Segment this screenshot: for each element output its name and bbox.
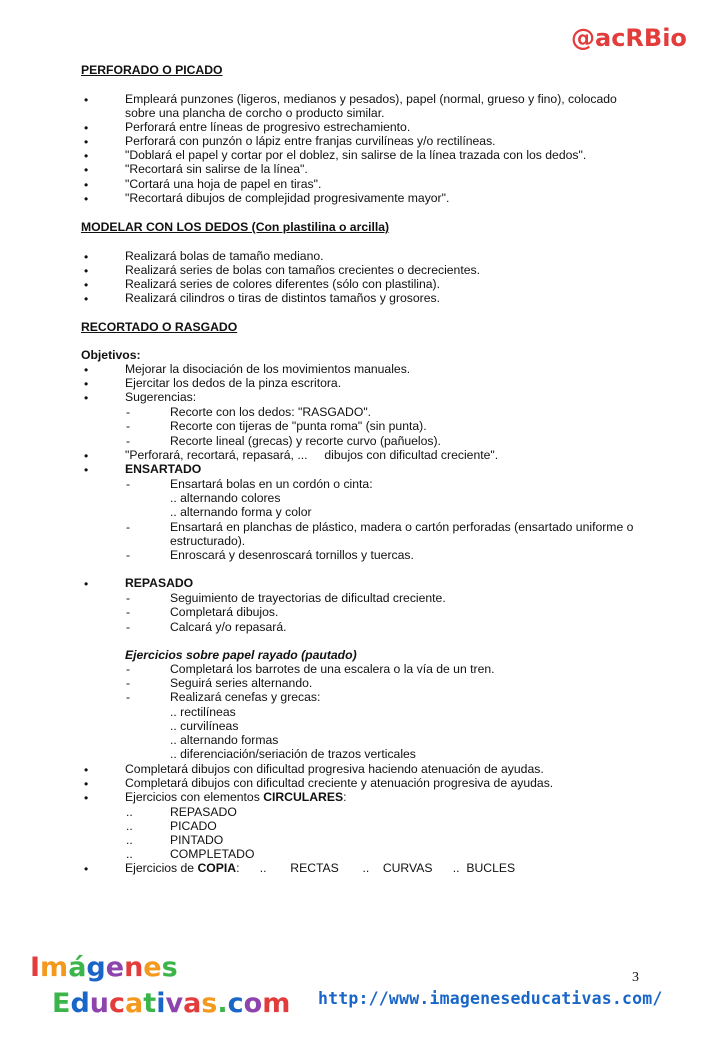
dash: - (126, 434, 131, 448)
list-item: REPASADO (170, 805, 237, 819)
bullet: • (84, 93, 89, 107)
list-item: .. alternando formas (170, 733, 279, 747)
circulares-bold: CIRCULARES (263, 790, 344, 804)
list-item: Completará dibujos con dificultad creciente y atenuación progresiva de ayudas. (125, 776, 554, 790)
dotdot: .. (126, 833, 133, 847)
bullet: • (84, 264, 89, 278)
list-item: Recorte con los dedos: "RASGADO". (170, 405, 372, 419)
dotdot: .. (126, 847, 133, 861)
dash: - (126, 662, 131, 676)
dash: - (126, 419, 131, 433)
footer-url[interactable]: http://www.imageneseducativas.com/ (318, 989, 663, 1008)
list-item: .. diferenciación/seriación de trazos verticales (170, 747, 416, 761)
list-item: Ejercitar los dedos de la pinza escritora. (125, 376, 342, 390)
list-item: PINTADO (170, 833, 224, 847)
list-item: .. rectilíneas (170, 705, 236, 719)
section-title-ensartado: ENSARTADO (125, 462, 202, 476)
list-item: Sugerencias: (125, 390, 197, 404)
dash: - (126, 548, 131, 562)
bullet: • (84, 292, 89, 306)
list-item: Mejorar la disociación de los movimientos manuales. (125, 362, 411, 376)
section-title-recortado: RECORTADO O RASGADO (81, 320, 238, 334)
dash: - (126, 676, 131, 690)
copia-suffix: : .. RECTAS .. CURVAS .. BUCLES (236, 861, 516, 875)
bullet: • (84, 391, 89, 405)
list-item: "Doblará el papel y cortar por el doblez, sin salirse de la línea trazada con los dedos". (125, 148, 587, 162)
ejercicios-title: Ejercicios sobre papel rayado (pautado) (125, 648, 357, 662)
copia-bold: COPIA (197, 861, 237, 875)
list-item: .. alternando forma y color (170, 505, 312, 519)
footer-logo-line1: Imágenes (30, 952, 178, 983)
dash: - (126, 591, 131, 605)
list-item: Realizará cilindros o tiras de distintos tamaños y grosores. (125, 291, 440, 305)
footer-logo-line2: Educativas.com (52, 988, 291, 1019)
bullet: • (84, 278, 89, 292)
bullet: • (84, 577, 89, 591)
list-item: Enroscará y desenroscará tornillos y tuercas. (170, 548, 414, 562)
list-item: .. alternando colores (170, 491, 281, 505)
list-item: PICADO (170, 819, 217, 833)
bullet: • (84, 363, 89, 377)
bullet: • (84, 791, 89, 805)
dotdot: .. (126, 819, 133, 833)
list-item: COMPLETADO (170, 847, 255, 861)
list-item: "Cortará una hoja de papel en tiras". (125, 177, 322, 191)
section-title-perforado: PERFORADO O PICADO (81, 63, 223, 77)
list-item: "Recortará dibujos de complejidad progresivamente mayor". (125, 191, 450, 205)
list-item: Calcará y/o repasará. (170, 620, 287, 634)
dash: - (126, 405, 131, 419)
bullet: • (84, 149, 89, 163)
bullet: • (84, 777, 89, 791)
circulares-prefix: Ejercicios con elementos (125, 790, 264, 804)
list-item: Seguirá series alternando. (170, 676, 313, 690)
copia-line (125, 861, 515, 875)
list-item: Recorte con tijeras de "punta roma" (sin punta). (170, 419, 427, 433)
objetivos-label: Objetivos: (81, 348, 141, 362)
bullet: • (84, 192, 89, 206)
list-item: Empleará punzones (ligeros, medianos y pesados), papel (normal, grueso y fino), colocado (125, 92, 617, 106)
list-item: Realizará series de colores diferentes (sólo con plastilina). (125, 277, 440, 291)
bullet: • (84, 862, 89, 876)
list-item: "Perforará, recortará, repasará, ... dibujos con dificultad creciente". (125, 448, 499, 462)
list-item: estructurado). (170, 534, 246, 548)
list-item: Realizará bolas de tamaño mediano. (125, 249, 324, 263)
list-item: sobre una plancha de corcho o producto similar. (125, 106, 385, 120)
dash: - (126, 477, 131, 491)
section-title-repasado: REPASADO (125, 576, 194, 590)
list-item: Completará dibujos con dificultad progresiva haciendo atenuación de ayudas. (125, 762, 544, 776)
list-item: Realizará series de bolas con tamaños crecientes o decrecientes. (125, 263, 480, 277)
dash: - (126, 520, 131, 534)
dash: - (126, 605, 131, 619)
circulares-line (125, 790, 346, 804)
section-title-modelar: MODELAR CON LOS DEDOS (Con plastilina o arcilla) (81, 220, 390, 234)
bullet: • (84, 121, 89, 135)
list-item: Realizará cenefas y grecas: (170, 690, 321, 704)
bullet: • (84, 377, 89, 391)
bullet: • (84, 135, 89, 149)
bullet: • (84, 163, 89, 177)
copia-prefix: Ejercicios de (125, 861, 198, 875)
dash: - (126, 690, 131, 704)
list-item: Completará dibujos. (170, 605, 279, 619)
dash: - (126, 620, 131, 634)
bullet: • (84, 449, 89, 463)
page-number: 3 (632, 970, 639, 985)
bullet: • (84, 763, 89, 777)
list-item: Ensartará bolas en un cordón o cinta: (170, 477, 373, 491)
list-item: Recorte lineal (grecas) y recorte curvo (pañuelos). (170, 434, 441, 448)
list-item: Perforará con punzón o lápiz entre franjas curvilíneas y/o rectilíneas. (125, 134, 496, 148)
list-item: Ensartará en planchas de plástico, madera o cartón perforadas (ensartado uniforme o (170, 520, 634, 534)
list-item: Completará los barrotes de una escalera o la vía de un tren. (170, 662, 495, 676)
bullet: • (84, 178, 89, 192)
header-logo: @acRBio (571, 24, 687, 52)
list-item: .. curvilíneas (170, 719, 239, 733)
dotdot: .. (126, 805, 133, 819)
bullet: • (84, 463, 89, 477)
list-item: Seguimiento de trayectorias de dificultad creciente. (170, 591, 446, 605)
list-item: "Recortará sin salirse de la línea". (125, 162, 308, 176)
list-item: Perforará entre líneas de progresivo estrechamiento. (125, 120, 411, 134)
circulares-suffix: : (343, 790, 347, 804)
bullet: • (84, 250, 89, 264)
